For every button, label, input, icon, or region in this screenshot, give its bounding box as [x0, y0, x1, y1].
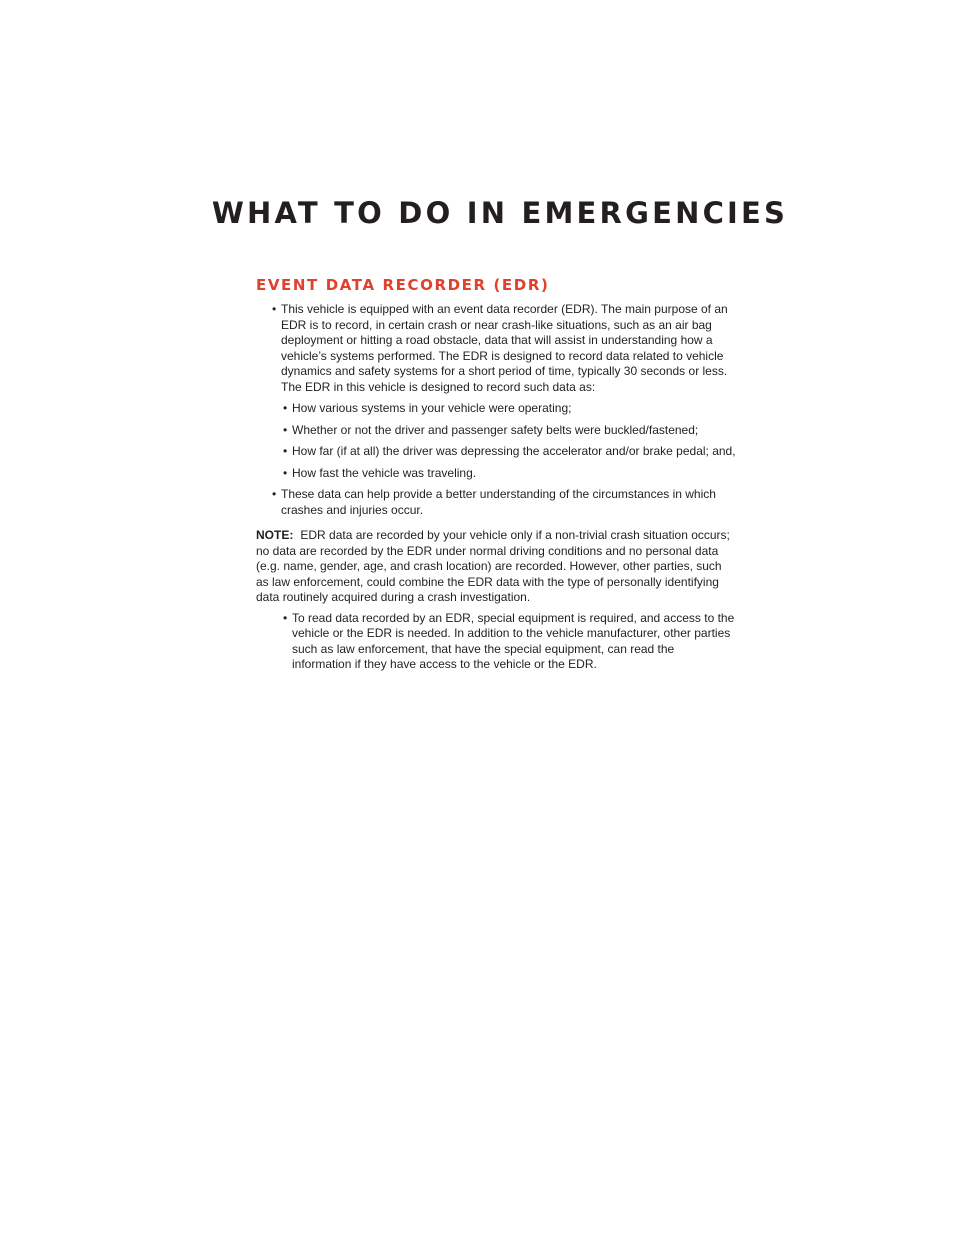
second-bullet-text: These data can help provide a better understanding of the circumstances in which crashes and injuries occur. — [281, 487, 716, 517]
sub-bullet-text: How far (if at all) the driver was depressing the accelerator and/or brake pedal; and, — [292, 444, 736, 458]
bullet-marker: • — [283, 444, 288, 458]
second-bullet — [256, 487, 736, 518]
final-bullet — [256, 611, 736, 673]
sub-bullet-text: Whether or not the driver and passenger safety belts were buckled/fastened; — [292, 422, 699, 437]
bullet-marker: • — [283, 465, 288, 480]
sub-bullet-text: How various systems in your vehicle were operating; — [292, 401, 572, 415]
bullet-marker: • — [283, 401, 288, 415]
bullet-marker: • — [283, 422, 288, 437]
bullet-marker: • — [283, 610, 288, 625]
sub-bullet-item — [256, 423, 736, 439]
note-label: NOTE: — [256, 528, 294, 542]
sub-bullet-item — [256, 444, 736, 460]
intro-bullet — [256, 302, 736, 395]
bullet-marker: • — [272, 302, 277, 316]
sub-bullet-item — [256, 401, 736, 417]
sub-bullet-text: How fast the vehicle was traveling. — [292, 465, 477, 480]
section-heading: EVENT DATA RECORDER (EDR) — [256, 276, 550, 294]
page-title: WHAT TO DO IN EMERGENCIES — [211, 196, 789, 230]
intro-text: This vehicle is equipped with an event data recorder (EDR). The main purpose of an EDR is to record, in certain crash or near crash-like situations, such as an air bag deployment or hitting a road obstacle, data that will assist in understanding how a vehicle’s systems performed. The EDR is designed to record data related to vehicle dynamics and safety systems for a short period of time, typically 30 seconds or less. The EDR in this vehicle is designed to record such data as: — [281, 302, 728, 394]
final-bullet-text: To read data recorded by an EDR, special equipment is required, and access to the vehicle or the EDR is needed. In addition to the vehicle manufacturer, other parties such as law enforcement, that have the special equipment, can read the information if they have access to the vehicle or the EDR. — [292, 610, 735, 671]
note-text: EDR data are recorded by your vehicle only if a non-trivial crash situation occurs; no data are recorded by the EDR under normal driving conditions and no personal data (e.g. name, gender, age, and crash location) are recorded. However, other parties, such as law enforcement, could combine the EDR data with the type of personally identifying data routinely acquired during a crash investigation. — [256, 528, 730, 604]
sub-bullet-item — [256, 466, 736, 482]
note-paragraph — [256, 528, 736, 606]
edr-section — [256, 276, 736, 673]
bullet-marker: • — [272, 487, 277, 501]
